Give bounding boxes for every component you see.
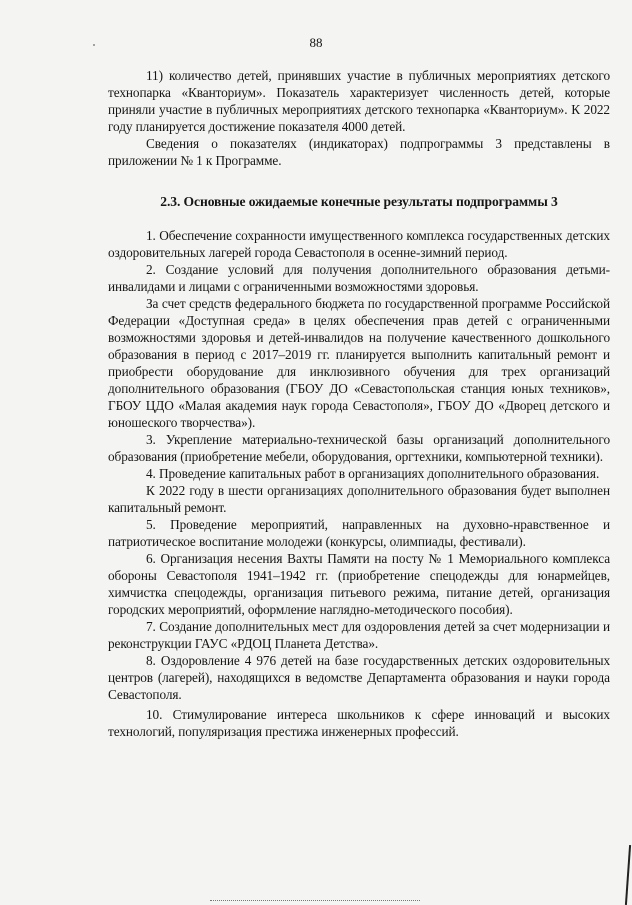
result-item-6: 6. Организация несения Вахты Памяти на посту № 1 Мемориального комплекса обороны Севастополя 1941–1942 гг. (приобретение спецодежды для юнармейцев, химчистка спецодежды, организация питьевого режима, питание детей, организация городских мероприятий, оформление наглядно-методического пособия). bbox=[108, 551, 610, 617]
body-text bbox=[108, 67, 610, 740]
scan-bottom-artifact bbox=[210, 900, 420, 905]
result-item-10: 10. Стимулирование интереса школьников к сфере инноваций и высоких технологий, популяризация престижа инженерных профессий. bbox=[108, 707, 610, 739]
paragraph-indicator-11: 11) количество детей, принявших участие в публичных мероприятиях детского технопарка «Кванториум». Показатель характеризует численность детей, которые приняли участие в публичных мероприятиях детского технопарка «Кванториум». К 2022 году планируется достижение показателя 4000 детей. bbox=[108, 68, 610, 134]
scan-edge-mark bbox=[625, 845, 631, 905]
result-item-3: 3. Укрепление материально-технической базы организаций дополнительного образования (приобретение мебели, оборудования, оргтехники, компьютерной техники). bbox=[108, 432, 610, 464]
result-item-5: 5. Проведение мероприятий, направленных на духовно-нравственное и патриотическое воспитание молодежи (конкурсы, олимпиады, фестивали). bbox=[108, 517, 610, 549]
result-item-2: 2. Создание условий для получения дополнительного образования детьми-инвалидами и лицами с ограниченными возможностями здоровья. bbox=[108, 262, 610, 294]
page-number: 88 bbox=[309, 35, 323, 50]
result-item-4-detail: К 2022 году в шести организациях дополнительного образования будет выполнен капитальный ремонт. bbox=[108, 483, 610, 515]
result-item-8: 8. Оздоровление 4 976 детей на базе государственных детских оздоровительных центров (лагерей), находящихся в ведомстве Департамента образования и науки города Севастополя. bbox=[108, 653, 610, 702]
result-item-4: 4. Проведение капитальных работ в организациях дополнительного образования. bbox=[146, 466, 600, 481]
result-item-2-detail: За счет средств федерального бюджета по государственной программе Российской Федерации «Доступная среда» в целях обеспечения прав детей с ограниченными возможностями здоровья и детей-инвалидов на получение качественного дошкольного образования в период с 2017–2019 гг. планируется выполнить капитальный ремонт и приобрести оборудование для инклюзивного обучения для трех организаций дополнительного образования (ГБОУ ДО «Севастопольская станция юных техников», ГБОУ ЦДО «Малая академия наук города Севастополя», ГБОУ ДО «Дворец детского и юношеского творчества»). bbox=[108, 296, 610, 430]
result-item-1: 1. Обеспечение сохранности имущественного комплекса государственных детских оздоровительных лагерей города Севастополя в осенне-зимний период. bbox=[108, 228, 610, 260]
result-item-7: 7. Создание дополнительных мест для оздоровления детей за счет модернизации и реконструкции ГАУС «РДОЦ Планета Детства». bbox=[108, 619, 610, 651]
paragraph-indicators-reference: Сведения о показателях (индикаторах) подпрограммы 3 представлены в приложении № 1 к Программе. bbox=[108, 136, 610, 168]
section-heading: 2.3. Основные ожидаемые конечные результаты подпрограммы 3 bbox=[160, 194, 558, 209]
